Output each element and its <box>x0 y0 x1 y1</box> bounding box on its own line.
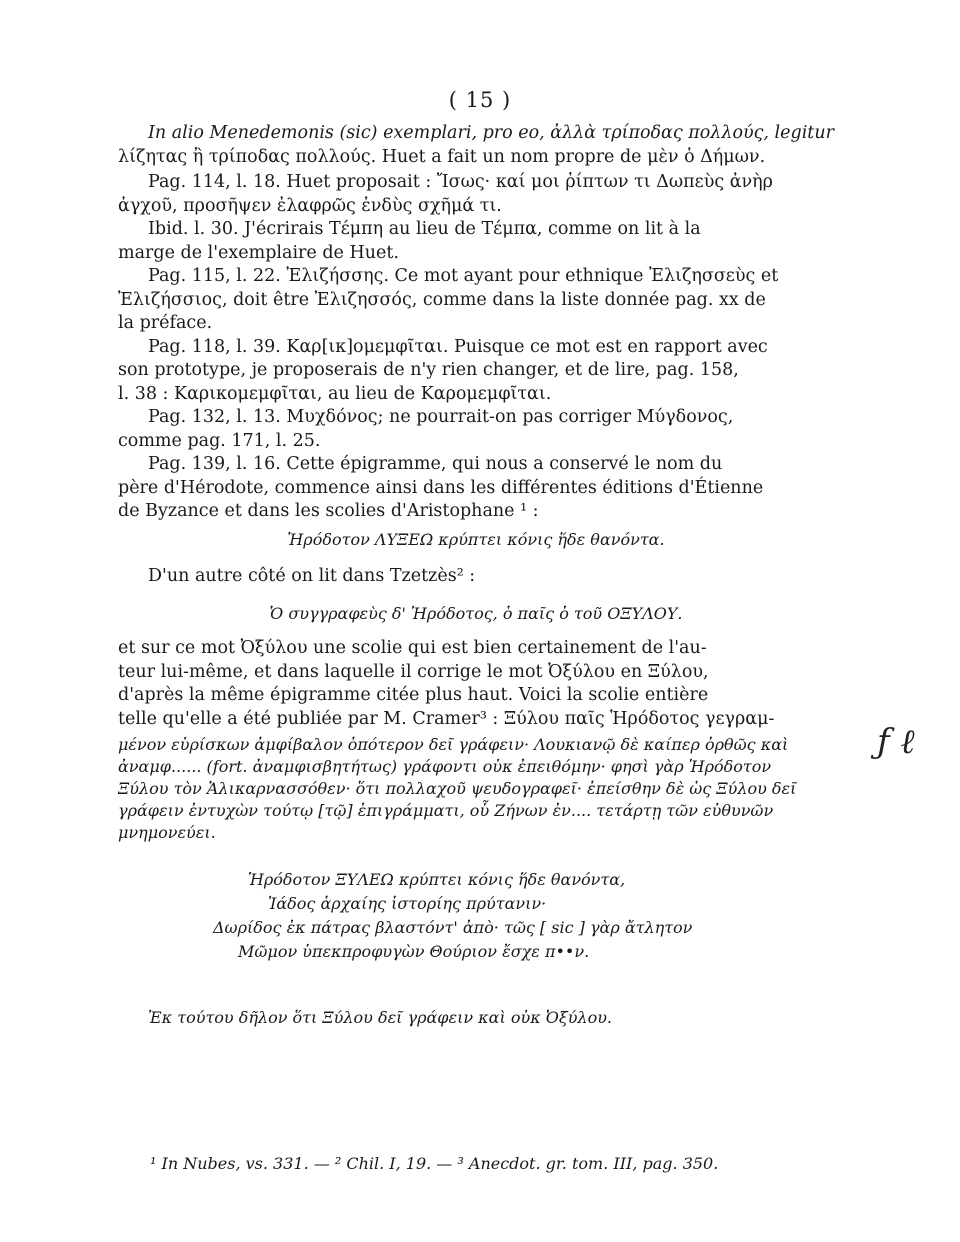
scholia-line: d'après la même épigramme citée plus haut. Voici la scolie entière <box>118 685 709 705</box>
greek-scholia-line: μνημονεύει. <box>118 823 216 842</box>
scholia-line: telle qu'elle a été publiée par M. Cramer³ : Ξύλου παῖς Ἡρόδοτος γεγραμ- <box>118 708 775 729</box>
entry-line: Pag. 139, l. 16. Cette épigramme, qui nous a conservé le nom du <box>148 454 723 474</box>
entry-line: Pag. 114, l. 18. Huet proposait : Ἴσως· καί μοι ῥίπτων τι Δωπεὺς ἀνὴρ <box>148 172 773 192</box>
entry-line: son prototype, je proposerais de n'y rien changer, et de lire, pag. 158, <box>118 360 739 380</box>
greek-scholia-line: Ξύλου τὸν Ἁλικαρνασσόθεν· ὅτι πολλαχοῦ ψευδογραφεῖ· ἐπείσθην δὲ ὡς Ξύλου δεῖ <box>118 779 797 798</box>
page-number: ( 15 ) <box>448 88 512 112</box>
tzetzes-intro <box>118 565 834 589</box>
greek-scholia-line: γράφειν ἐντυχὼν τούτῳ [τῷ] ἐπιγράμματι, οὗ Ζήνων ἐν.... τετάρτῃ τῶν εὐθυνῶν <box>118 801 774 820</box>
entry-line: l. 38 : Καρικομεμφῖται, au lieu de Καρομεμφῖται. <box>118 383 552 404</box>
entry-line: de Byzance et dans les scolies d'Aristophane ¹ : <box>118 501 539 521</box>
footnotes: ¹ In Nubes, vs. 331. — ² Chil. I, 19. — ³ Anecdot. gr. tom. III, pag. 350. <box>150 1154 719 1173</box>
greek-scholia-line: ἀναμφ...... (fort. ἀναμφισβητήτως) γράφοντι οὐκ ἐπειθόμην· φησὶ γὰρ Ἡρόδοτον <box>118 757 772 776</box>
conclusion-line: Ἐκ τούτου δῆλον ὅτι Ξύλου δεῖ γράφειν καὶ οὐκ Ὀξύλου. <box>148 1008 613 1027</box>
entry-line: comme pag. 171, l. 25. <box>118 430 321 451</box>
quote-2 <box>118 602 834 626</box>
epigram-verse <box>118 868 834 964</box>
entry-line: Ibid. l. 30. J'écrirais Τέμπη au lieu de Τέμπα, comme on lit à la <box>148 219 701 239</box>
margin-handwritten-mark: ƒ ℓ <box>877 722 915 762</box>
epigram-quote-1: Ἡρόδοτον ΛΥΞΕΩ κρύπτει κόνις ἥδε θανόντα. <box>287 530 665 549</box>
entry-line: Pag. 115, l. 22. Ἐλιζήσσης. Ce mot ayant pour ethnique Ἐλιζησσεὺς et <box>148 266 779 286</box>
tzetzes-line: D'un autre côté on lit dans Tzetzès² : <box>148 566 476 586</box>
tzetzes-quote: Ὁ συγγραφεὺς δ' Ἡρόδοτος, ὁ παῖς ὁ τοῦ ΟΞΥΛΟΥ. <box>269 604 683 623</box>
verse-line: Μῶμον ὑπεκπροφυγὼν Θούριον ἔσχε π••ν. <box>238 942 590 961</box>
verse-line: Δωρίδος ἐκ πάτρας βλαστόντ' ἀπὸ· τῶς [ sic ] γὰρ ἄτλητον <box>213 918 693 937</box>
entry-line: Ἐλιζήσσιος, doit être Ἐλιζησσός, comme dans la liste donnée pag. xx de <box>118 289 766 310</box>
verse-line: Ἰάδος ἀρχαίης ἱστορίης πρύτανιν· <box>268 894 547 913</box>
scholia-paragraph <box>118 637 834 731</box>
greek-scholia-line: μένον εὑρίσκων ἀμφίβαλον ὁπότερον δεῖ γράφειν· Λουκιανῷ δὲ καίπερ ὀρθῶς καὶ <box>118 735 789 754</box>
conclusion-paragraph <box>118 1006 834 1030</box>
scholia-line: teur lui-même, et dans laquelle il corrige le mot Ὀξύλου en Ξύλου, <box>118 661 709 682</box>
intro-line-1: In alio Menedemonis (sic) exemplari, pro eo, ἀλλὰ τρίποδας πολλούς, legitur <box>148 123 834 143</box>
entry-line: ἀγχοῦ, προσῆψεν ἐλαφρῶς ἐνδὺς σχῆμά τι. <box>118 195 502 216</box>
entry-line: la préface. <box>118 313 213 333</box>
entry-line: père d'Hérodote, commence ainsi dans les différentes éditions d'Étienne <box>118 477 764 498</box>
entry-line: Pag. 132, l. 13. Μυχδόνος; ne pourrait-on pas corriger Μύγδονος, <box>148 407 734 427</box>
greek-scholia <box>118 734 834 844</box>
entries-block <box>118 171 834 524</box>
scholia-line: et sur ce mot Ὀξύλου une scolie qui est bien certainement de l'au- <box>118 638 707 658</box>
entry-line: Pag. 118, l. 39. Καρ[ικ]ομεμφῖται. Puisque ce mot est en rapport avec <box>148 336 768 357</box>
entry-line: marge de l'exemplaire de Huet. <box>118 242 399 263</box>
intro-paragraph <box>118 122 834 169</box>
quote-1 <box>118 528 834 552</box>
verse-line: Ἡρόδοτον ΞΥΛΕΩ κρύπτει κόνις ἥδε θανόντα, <box>248 870 626 889</box>
intro-line-2: λίζητας ἢ τρίποδας πολλούς. Huet a fait un nom propre de μὲν ὁ Δήμων. <box>118 146 766 167</box>
